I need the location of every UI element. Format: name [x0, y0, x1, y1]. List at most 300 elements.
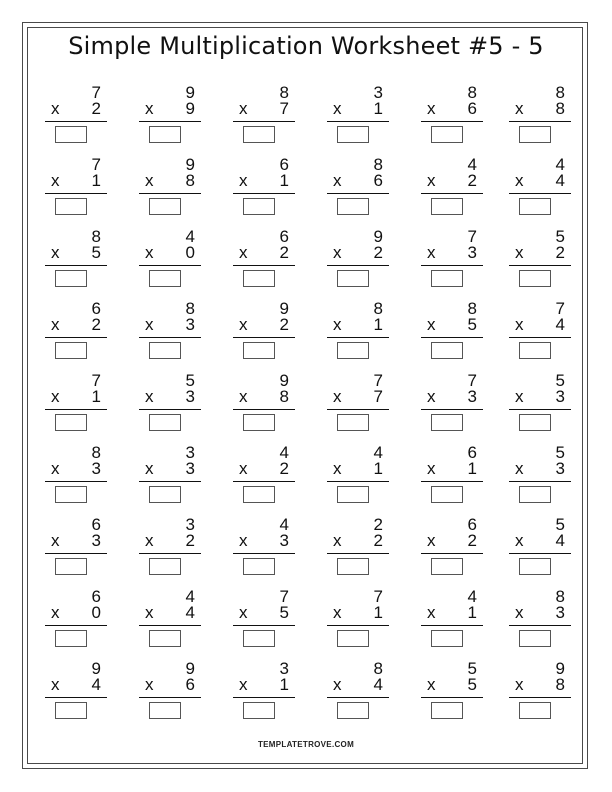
answer-box[interactable]: [431, 198, 463, 215]
problem: [239, 516, 289, 578]
answer-line: [233, 553, 295, 554]
multiplier: 8: [555, 675, 565, 694]
multiplier-row: [51, 460, 101, 478]
multiplier: 0: [185, 243, 195, 262]
multiplicand: 8: [373, 155, 383, 174]
times-sign: x: [239, 315, 248, 334]
times-sign: x: [333, 99, 342, 118]
times-sign: x: [333, 243, 342, 262]
multiplier-row: [145, 100, 195, 118]
times-sign: x: [51, 675, 60, 694]
multiplicand: 7: [91, 155, 101, 174]
multiplier-row: [145, 460, 195, 478]
multiplicand: 6: [91, 587, 101, 606]
answer-box[interactable]: [337, 342, 369, 359]
answer-box[interactable]: [55, 342, 87, 359]
answer-box[interactable]: [243, 486, 275, 503]
times-sign: x: [239, 531, 248, 550]
answer-box[interactable]: [55, 486, 87, 503]
answer-line: [327, 409, 389, 410]
answer-line: [509, 625, 571, 626]
multiplicand: 9: [373, 227, 383, 246]
multiplier-row: [51, 676, 101, 694]
multiplicand: 7: [279, 587, 289, 606]
answer-box[interactable]: [431, 270, 463, 287]
multiplier-row: [515, 460, 565, 478]
times-sign: x: [145, 603, 154, 622]
problem: [145, 300, 195, 362]
times-sign: x: [51, 387, 60, 406]
answer-line: [327, 553, 389, 554]
answer-box[interactable]: [519, 126, 551, 143]
problem: [333, 372, 383, 434]
multiplier-row: [145, 676, 195, 694]
times-sign: x: [333, 315, 342, 334]
answer-box[interactable]: [149, 342, 181, 359]
multiplier: 3: [91, 531, 101, 550]
times-sign: x: [427, 99, 436, 118]
multiplier: 8: [185, 171, 195, 190]
multiplier: 2: [467, 171, 477, 190]
multiplier-row: [427, 388, 477, 406]
answer-line: [45, 697, 107, 698]
multiplier: 3: [185, 387, 195, 406]
multiplier: 1: [373, 315, 383, 334]
multiplier: 3: [185, 459, 195, 478]
multiplier: 2: [279, 459, 289, 478]
answer-line: [509, 697, 571, 698]
answer-box[interactable]: [243, 270, 275, 287]
answer-box[interactable]: [149, 198, 181, 215]
multiplier-row: [239, 316, 289, 334]
answer-box[interactable]: [243, 702, 275, 719]
multiplier-row: [515, 388, 565, 406]
multiplier: 0: [91, 603, 101, 622]
multiplier: 3: [555, 459, 565, 478]
answer-line: [509, 409, 571, 410]
answer-box[interactable]: [337, 126, 369, 143]
answer-box[interactable]: [337, 270, 369, 287]
multiplier: 7: [373, 387, 383, 406]
multiplicand: 4: [185, 587, 195, 606]
multiplier: 3: [185, 315, 195, 334]
multiplier: 4: [555, 531, 565, 550]
answer-box[interactable]: [55, 630, 87, 647]
problem: [239, 444, 289, 506]
multiplier: 1: [373, 603, 383, 622]
answer-line: [233, 193, 295, 194]
times-sign: x: [145, 531, 154, 550]
multiplicand: 8: [555, 83, 565, 102]
multiplier: 2: [373, 531, 383, 550]
answer-box[interactable]: [519, 414, 551, 431]
answer-line: [327, 697, 389, 698]
multiplier-row: [515, 244, 565, 262]
multiplier: 1: [373, 459, 383, 478]
multiplicand: 5: [555, 443, 565, 462]
answer-line: [45, 553, 107, 554]
problem: [239, 660, 289, 722]
problem: [239, 372, 289, 434]
multiplier: 4: [555, 171, 565, 190]
times-sign: x: [333, 387, 342, 406]
problem: [427, 588, 477, 650]
problem: [145, 516, 195, 578]
multiplicand: 9: [555, 659, 565, 678]
multiplicand: 4: [555, 155, 565, 174]
answer-box[interactable]: [337, 630, 369, 647]
multiplier-row: [239, 460, 289, 478]
multiplicand: 3: [185, 515, 195, 534]
multiplicand: 3: [373, 83, 383, 102]
multiplier-row: [515, 172, 565, 190]
multiplier-row: [145, 172, 195, 190]
multiplicand: 6: [279, 227, 289, 246]
answer-box[interactable]: [337, 486, 369, 503]
answer-box[interactable]: [519, 486, 551, 503]
multiplier: 2: [373, 243, 383, 262]
answer-box[interactable]: [243, 414, 275, 431]
answer-box[interactable]: [519, 558, 551, 575]
times-sign: x: [515, 315, 524, 334]
multiplicand: 7: [555, 299, 565, 318]
answer-line: [139, 193, 201, 194]
answer-line: [509, 265, 571, 266]
multiplicand: 5: [185, 371, 195, 390]
problem: [145, 444, 195, 506]
times-sign: x: [333, 171, 342, 190]
multiplier-row: [51, 316, 101, 334]
multiplicand: 7: [467, 227, 477, 246]
problem: [51, 300, 101, 362]
multiplicand: 8: [373, 299, 383, 318]
multiplier-row: [51, 532, 101, 550]
multiplier-row: [145, 244, 195, 262]
answer-box[interactable]: [55, 558, 87, 575]
problem: [427, 516, 477, 578]
multiplicand: 9: [279, 299, 289, 318]
problem: [515, 300, 565, 362]
answer-box[interactable]: [337, 198, 369, 215]
multiplier: 8: [279, 387, 289, 406]
answer-box[interactable]: [337, 558, 369, 575]
answer-line: [233, 697, 295, 698]
problem: [51, 372, 101, 434]
answer-line: [233, 481, 295, 482]
multiplier: 9: [185, 99, 195, 118]
answer-box[interactable]: [431, 126, 463, 143]
answer-box[interactable]: [149, 486, 181, 503]
answer-box[interactable]: [149, 126, 181, 143]
times-sign: x: [515, 603, 524, 622]
multiplier: 2: [279, 243, 289, 262]
times-sign: x: [427, 171, 436, 190]
multiplier-row: [51, 100, 101, 118]
multiplier: 3: [467, 387, 477, 406]
problem: [427, 156, 477, 218]
answer-box[interactable]: [149, 558, 181, 575]
multiplier-row: [239, 172, 289, 190]
times-sign: x: [239, 675, 248, 694]
answer-line: [421, 265, 483, 266]
answer-box[interactable]: [337, 414, 369, 431]
times-sign: x: [51, 99, 60, 118]
problem: [333, 300, 383, 362]
answer-box[interactable]: [55, 702, 87, 719]
answer-box[interactable]: [55, 270, 87, 287]
answer-line: [509, 121, 571, 122]
times-sign: x: [333, 459, 342, 478]
times-sign: x: [145, 171, 154, 190]
problem: [427, 660, 477, 722]
times-sign: x: [333, 675, 342, 694]
multiplicand: 4: [279, 515, 289, 534]
multiplicand: 8: [91, 227, 101, 246]
multiplicand: 4: [279, 443, 289, 462]
answer-line: [45, 121, 107, 122]
problem: [145, 660, 195, 722]
problem: [333, 84, 383, 146]
problem: [145, 228, 195, 290]
multiplier-row: [427, 676, 477, 694]
answer-box[interactable]: [149, 702, 181, 719]
multiplier: 6: [467, 99, 477, 118]
answer-box[interactable]: [431, 630, 463, 647]
answer-line: [233, 337, 295, 338]
answer-line: [421, 193, 483, 194]
times-sign: x: [515, 387, 524, 406]
answer-line: [45, 265, 107, 266]
multiplier: 1: [279, 675, 289, 694]
times-sign: x: [515, 531, 524, 550]
times-sign: x: [427, 387, 436, 406]
multiplier-row: [51, 244, 101, 262]
times-sign: x: [51, 459, 60, 478]
multiplier-row: [239, 244, 289, 262]
answer-line: [45, 337, 107, 338]
multiplier-row: [427, 604, 477, 622]
multiplicand: 4: [467, 155, 477, 174]
multiplier: 6: [185, 675, 195, 694]
multiplier: 2: [185, 531, 195, 550]
times-sign: x: [515, 459, 524, 478]
multiplicand: 7: [91, 371, 101, 390]
answer-box[interactable]: [55, 126, 87, 143]
answer-line: [509, 337, 571, 338]
problem: [515, 372, 565, 434]
multiplicand: 3: [185, 443, 195, 462]
multiplier-row: [145, 532, 195, 550]
answer-line: [421, 625, 483, 626]
times-sign: x: [145, 459, 154, 478]
multiplier-row: [333, 244, 383, 262]
times-sign: x: [145, 675, 154, 694]
multiplicand: 5: [467, 659, 477, 678]
multiplier-row: [239, 676, 289, 694]
answer-box[interactable]: [55, 414, 87, 431]
answer-box[interactable]: [55, 198, 87, 215]
multiplicand: 5: [555, 371, 565, 390]
answer-box[interactable]: [149, 414, 181, 431]
multiplier-row: [333, 388, 383, 406]
answer-line: [421, 121, 483, 122]
times-sign: x: [51, 171, 60, 190]
answer-line: [327, 337, 389, 338]
answer-box[interactable]: [243, 198, 275, 215]
answer-line: [45, 193, 107, 194]
answer-box[interactable]: [519, 270, 551, 287]
problem: [145, 156, 195, 218]
times-sign: x: [427, 531, 436, 550]
multiplier-row: [51, 172, 101, 190]
multiplicand: 9: [185, 659, 195, 678]
answer-line: [139, 625, 201, 626]
multiplier-row: [427, 316, 477, 334]
problem: [51, 660, 101, 722]
problem: [51, 156, 101, 218]
problem: [515, 228, 565, 290]
answer-box[interactable]: [431, 414, 463, 431]
answer-box[interactable]: [337, 702, 369, 719]
times-sign: x: [239, 171, 248, 190]
answer-box[interactable]: [431, 558, 463, 575]
multiplier-row: [333, 604, 383, 622]
problem: [51, 444, 101, 506]
multiplier-row: [333, 532, 383, 550]
multiplier-row: [427, 244, 477, 262]
multiplicand: 3: [279, 659, 289, 678]
problem: [515, 588, 565, 650]
answer-line: [421, 409, 483, 410]
answer-box[interactable]: [243, 126, 275, 143]
problem: [515, 84, 565, 146]
multiplicand: 5: [555, 515, 565, 534]
multiplier: 4: [91, 675, 101, 694]
multiplier: 3: [555, 603, 565, 622]
answer-box[interactable]: [519, 702, 551, 719]
answer-box[interactable]: [519, 630, 551, 647]
multiplier-row: [333, 460, 383, 478]
multiplicand: 6: [467, 515, 477, 534]
multiplicand: 8: [185, 299, 195, 318]
multiplier: 1: [279, 171, 289, 190]
times-sign: x: [239, 99, 248, 118]
multiplicand: 7: [373, 371, 383, 390]
problem: [239, 228, 289, 290]
answer-box[interactable]: [243, 558, 275, 575]
multiplicand: 8: [279, 83, 289, 102]
footer-site: TEMPLATETROVE.COM: [257, 740, 355, 749]
multiplier: 4: [185, 603, 195, 622]
answer-line: [139, 121, 201, 122]
multiplier: 2: [91, 99, 101, 118]
problem: [515, 156, 565, 218]
multiplicand: 6: [91, 299, 101, 318]
answer-line: [233, 121, 295, 122]
problem: [239, 156, 289, 218]
multiplier: 5: [467, 315, 477, 334]
answer-box[interactable]: [243, 630, 275, 647]
answer-line: [421, 481, 483, 482]
multiplicand: 8: [467, 299, 477, 318]
multiplicand: 8: [373, 659, 383, 678]
times-sign: x: [51, 243, 60, 262]
multiplier: 7: [279, 99, 289, 118]
answer-line: [139, 553, 201, 554]
problem: [239, 84, 289, 146]
problem: [333, 156, 383, 218]
answer-box[interactable]: [431, 342, 463, 359]
multiplicand: 8: [91, 443, 101, 462]
times-sign: x: [145, 99, 154, 118]
answer-line: [327, 121, 389, 122]
multiplier-row: [333, 316, 383, 334]
answer-box[interactable]: [149, 270, 181, 287]
times-sign: x: [51, 315, 60, 334]
problem: [145, 588, 195, 650]
multiplier: 3: [467, 243, 477, 262]
answer-line: [327, 193, 389, 194]
problem: [333, 588, 383, 650]
answer-line: [233, 625, 295, 626]
multiplicand: 7: [91, 83, 101, 102]
problem: [145, 84, 195, 146]
multiplier-row: [515, 676, 565, 694]
answer-line: [509, 553, 571, 554]
answer-box[interactable]: [431, 486, 463, 503]
problem: [239, 588, 289, 650]
answer-box[interactable]: [519, 342, 551, 359]
answer-line: [327, 625, 389, 626]
multiplier: 4: [555, 315, 565, 334]
multiplicand: 6: [467, 443, 477, 462]
multiplier: 2: [467, 531, 477, 550]
multiplicand: 9: [279, 371, 289, 390]
times-sign: x: [515, 99, 524, 118]
multiplier-row: [51, 604, 101, 622]
multiplier: 2: [279, 315, 289, 334]
multiplier: 5: [279, 603, 289, 622]
problem: [515, 660, 565, 722]
answer-box[interactable]: [519, 198, 551, 215]
times-sign: x: [427, 675, 436, 694]
answer-line: [233, 265, 295, 266]
multiplier: 2: [91, 315, 101, 334]
multiplier: 3: [555, 387, 565, 406]
multiplier-row: [239, 388, 289, 406]
multiplier-row: [427, 172, 477, 190]
problem: [51, 84, 101, 146]
multiplier-row: [51, 388, 101, 406]
answer-line: [139, 481, 201, 482]
problem: [333, 660, 383, 722]
times-sign: x: [145, 243, 154, 262]
multiplier-row: [239, 100, 289, 118]
multiplier: 1: [467, 603, 477, 622]
multiplicand: 7: [373, 587, 383, 606]
answer-box[interactable]: [149, 630, 181, 647]
answer-box[interactable]: [431, 702, 463, 719]
answer-box[interactable]: [243, 342, 275, 359]
multiplier: 2: [555, 243, 565, 262]
answer-line: [45, 481, 107, 482]
multiplier-row: [427, 460, 477, 478]
times-sign: x: [239, 459, 248, 478]
multiplier: 3: [91, 459, 101, 478]
answer-line: [509, 481, 571, 482]
answer-line: [421, 697, 483, 698]
multiplier-row: [427, 532, 477, 550]
